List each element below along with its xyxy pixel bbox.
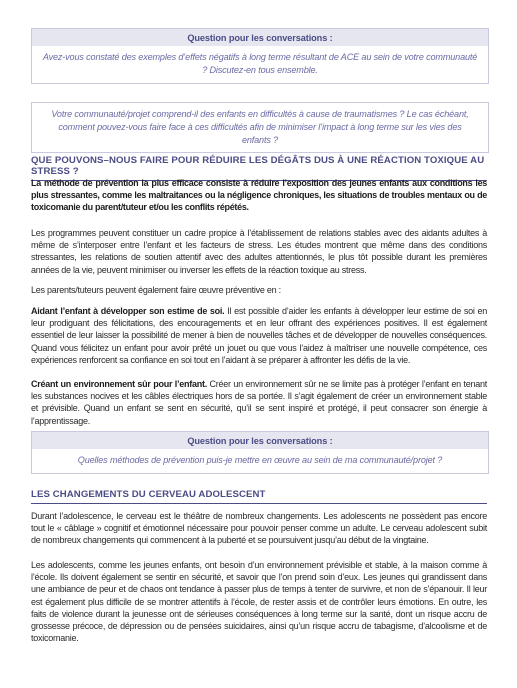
question-box-heading: Question pour les conversations : xyxy=(32,432,488,449)
self-esteem-text: Il est possible d’aider les enfants à développer leur estime de soi en leur prodiguant des félicitations, des encouragements et en leur offrant des expériences positives. Il est également essentiel de leur laisser la possibilité de mener à bien de nouvelles tâches et de développer de nouvelles conséquences. Quand vous félicitez un enfant pour avoir prêté un jouet ou que vous l’aidez à maîtriser une nouvelle compétence, ces expériences renforcent sa confiance en soi tout en l’aidant à se préparer à affronter les défis de la vie. xyxy=(31,306,487,365)
self-esteem-paragraph xyxy=(31,305,487,366)
safe-environment-paragraph xyxy=(31,378,487,427)
question-box-heading: Question pour les conversations : xyxy=(32,29,488,46)
adolescents-environment-paragraph: Les adolescents, comme les jeunes enfants, ont besoin d’un environnement prévisible et stable, à la maison comme à l’école. Ils doivent également se sentir en sécurité, et savoir que l’on prend soin d’eux. Les jeunes qui grandissent dans une ambiance de peur et de chaos ont tendance à passer plus de temps à tenter de survivre, et non de s’épanouir. Il leur est également plus difficile de se montrer attentifs à l’école, de rester assis et de contrôler leurs émotions. En outre, les faits de violence durant la jeunesse ont de sérieuses conséquences à long terme sur la santé, dont un risque accru de grossesse précoce, de dépression ou de pensées suicidaires, ainsi qu’un risque accru de tabagisme, d’alcoolisme et de toxicomanie. xyxy=(31,560,487,644)
reflection-question-box xyxy=(31,102,489,153)
question-box-text: Avez-vous constaté des exemples d’effets négatifs à long terme résultant de ACE au sein de votre communauté ? Discutez-en tous ensemble. xyxy=(42,52,478,75)
safe-environment-lead: Créant un environnement sûr pour l’enfant. xyxy=(31,379,207,389)
section-heading-adolescent-brain: LES CHANGEMENTS DU CERVEAU ADOLESCENT xyxy=(31,489,487,504)
adolescence-paragraph: Durant l’adolescence, le cerveau est le théâtre de nombreux changements. Les adolescents ne possèdent pas encore tout le « câblage » cognitif et émotionnel nécessaire pour pouvoir penser comme un adulte. Le cerveau adolescent subit de nombreux changements qui commencent à la puberté et se poursuivent jusqu’au début de la vingtaine. xyxy=(31,511,487,546)
prevention-intro-paragraph: La méthode de prévention la plus efficace consiste à réduire l’exposition des jeunes enfants aux conditions les plus stressantes, comme les maltraitances ou la négligence chroniques, les situations de troubles mentaux ou de toxicomanie du parent/tuteur et/ou les conflits répétés. xyxy=(31,178,487,213)
safe-environment-text: Créer un environnement sûr ne se limite pas à protéger l’enfant en tenant les substances nocives et les câbles électriques hors de sa portée. Il s’agit également de créer un environnement stable et prévisible. Quand un enfant se sent en sécurité, qu’il se sent inspiré et protégé, il peut consacrer son énergie à l’apprentissage. xyxy=(31,379,487,426)
conversation-question-box xyxy=(31,28,489,84)
section-heading-prevention: QUE POUVONS–NOUS FAIRE POUR RÉDUIRE LES DÉGÂTS DUS À UNE RÉACTION TOXIQUE AU STRESS ? xyxy=(31,155,487,181)
reflection-question-text: Votre communauté/projet comprend-il des enfants en difficultés à cause de traumatismes ? Le cas échéant, comment pouvez-vous faire face à ces difficultés afin de minimiser l’impact à long terme sur les vies des enfants ? xyxy=(51,109,469,145)
prevention-question-box xyxy=(31,431,489,474)
question-box-text: Quelles méthodes de prévention puis-je mettre en œuvre au sein de ma communauté/projet ? xyxy=(77,455,443,465)
programs-paragraph: Les programmes peuvent constituer un cadre propice à l’établissement de relations stables avec des aidants adultes à même de s’interposer entre l’enfant et les facteurs de stress. Les études montrent que même dans des conditions stressantes, les relations de soutien attentif avec des adultes attentionnés, le plus tôt possible durant les premières années de la vie, peuvent minimiser ou inverser les effets de la réaction toxique au stress. xyxy=(31,228,487,275)
self-esteem-lead: Aidant l’enfant à développer son estime de soi. xyxy=(31,306,225,316)
parents-intro-paragraph: Les parents/tuteurs peuvent également faire œuvre préventive en : xyxy=(31,285,281,295)
